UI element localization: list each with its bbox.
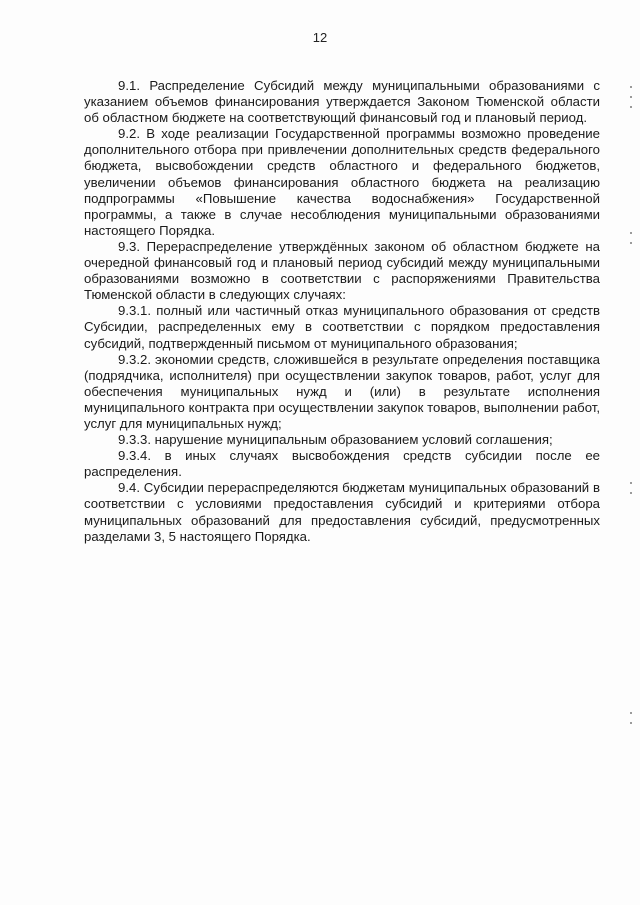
- scan-mark: [630, 86, 632, 88]
- scan-mark: [630, 242, 632, 244]
- paragraph-9-1: 9.1. Распределение Субсидий между муниципальными образованиями с указанием объемов финансирования утверждается Законом Тюменской области об областном бюджете на соответствующий финансовый год и плановый период.: [84, 78, 600, 126]
- scan-mark: [630, 712, 632, 714]
- scan-mark: [630, 96, 632, 98]
- scan-mark: [630, 106, 632, 108]
- margin-scan-marks: [626, 82, 632, 822]
- scan-mark: [630, 482, 632, 484]
- paragraph-9-2: 9.2. В ходе реализации Государственной программы возможно проведение дополнительного отбора при привлечении дополнительных средств федерального бюджета, высвобождении средств областного и федерального бюджетов, увеличении объемов финансирования областного бюджета на реализацию подпрограммы «Повышение качества водоснабжения» Государственной программы, а также в случае несоблюдения муниципальными образованиями настоящего Порядка.: [84, 126, 600, 238]
- paragraph-9-4: 9.4. Субсидии перераспределяются бюджетам муниципальных образований в соответствии с условиями предоставления субсидий и критериями отбора муниципальных образований для предоставления субсидий, предусмотренных разделами 3, 5 настоящего Порядка.: [84, 480, 600, 544]
- paragraph-9-3-3: 9.3.3. нарушение муниципальным образованием условий соглашения;: [118, 432, 553, 448]
- paragraph-9-3-1: 9.3.1. полный или частичный отказ муниципального образования от средств Субсидии, распределенных ему в соответствии с порядком предоставления субсидий, подтвержденный письмом от муниципального образования;: [84, 303, 600, 351]
- scan-mark: [630, 232, 632, 234]
- scan-mark: [630, 722, 632, 724]
- paragraph-9-3: 9.3. Перераспределение утверждённых законом об областном бюджете на очередной финансовый год и плановый период субсидий между муниципальными образованиями возможно в соответствии с распоряжениями Правительства Тюменской области в следующих случаях:: [84, 238, 600, 303]
- paragraph-9-3-2: 9.3.2. экономии средств, сложившейся в результате определения поставщика (подрядчика, исполнителя) при осуществлении закупок товаров, работ, услуг для обеспечения муниципальных нужд и (или) в результате исполнения муниципального контракта при осуществлении закупок товаров, выполнении работ, услуг для муниципальных нужд;: [84, 351, 600, 431]
- scan-mark: [630, 492, 632, 494]
- paragraph-9-3-4: 9.3.4. в иных случаях высвобождения средств субсидии после ее распределения.: [84, 448, 600, 480]
- document-body: [84, 78, 600, 545]
- page-number: 12: [312, 30, 328, 45]
